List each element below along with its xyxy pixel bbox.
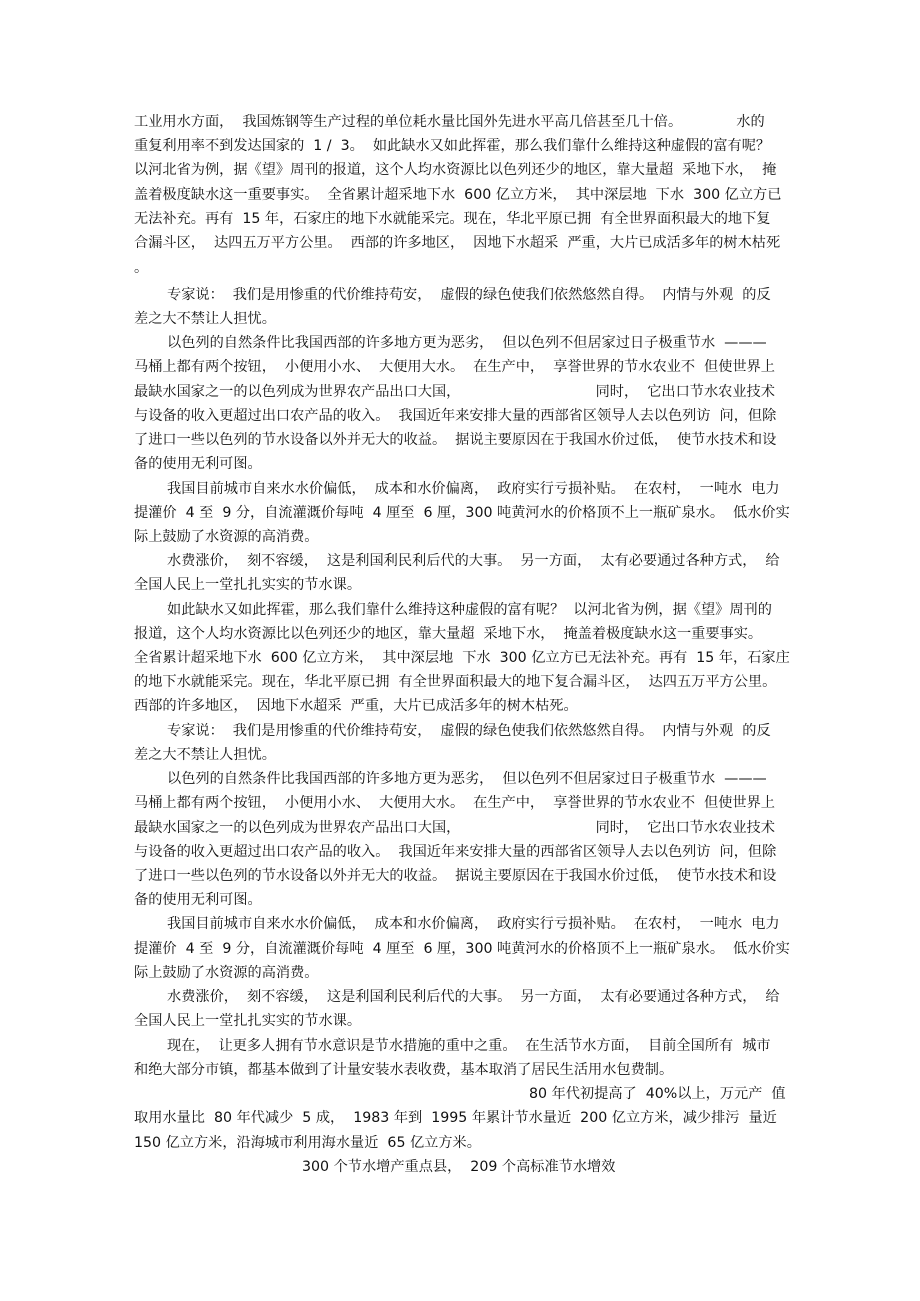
- text-line: 马桶上都有两个按钮， 小便用小水、 大便用大水。 在生产中， 享誉世界的节水农业不 但使世界上: [134, 795, 775, 811]
- text-line: 重复利用率不到发达国家的 1 / 3。 如此缺水又如此挥霍，那么我们靠什么维持这种虚假的富有呢？: [134, 138, 771, 154]
- text-line: 报道，这个人均水资源比以色列还少的地区，靠大量超 采地下水， 掩盖着极度缺水这一重要事实。: [134, 626, 763, 642]
- text-line: 备的使用无利可图。: [134, 892, 262, 908]
- text-line: 水费涨价， 刻不容缓， 这是利国利民利后代的大事。 另一方面， 太有必要通过各种方式， 给: [167, 553, 780, 569]
- text-line: 我国目前城市自来水水价偏低， 成本和水价偏离， 政府实行亏损补贴。 在农村， 一吨水 电力: [167, 916, 780, 932]
- text-line: 专家说： 我们是用惨重的代价维持苟安， 虚假的绿色使我们依然悠然自得。 内情与外观 的反: [167, 287, 771, 303]
- text-line: 备的使用无利可图。: [134, 456, 262, 472]
- text-line: 如此缺水又如此挥霍，那么我们靠什么维持这种虚假的富有呢？ 以河北省为例，据《望》周刊的: [167, 602, 772, 618]
- text-line: 西部的许多地区， 因地下水超采 严重，大片已成活多年的树木枯死。: [134, 698, 578, 714]
- text-line: 与设备的收入更超过出口农产品的收入。 我国近年来安排大量的西部省区领导人去以色列访 问，但除: [134, 408, 777, 424]
- text-line: 以色列的自然条件比我国西部的许多地方更为恶劣， 但以色列不但居家过日子极重节水 ———: [167, 771, 767, 787]
- text-line: 水费涨价， 刻不容缓， 这是利国利民利后代的大事。 另一方面， 太有必要通过各种方式， 给: [167, 989, 780, 1005]
- text-line: 盖着极度缺水这一重要事实。 全省累计超采地下水 600 亿立方米， 其中深层地 下水 300 亿立方已: [134, 187, 782, 203]
- text-line: 150 亿立方米，沿海城市利用海水量近 65 亿立方米。: [134, 1135, 481, 1151]
- text-line: 取用水量比 80 年代减少 5 成， 1983 年到 1995 年累计节水量近 200 亿立方米，减少排污 量近: [134, 1110, 777, 1126]
- text-line: 合漏斗区， 达四五万平方公里。 西部的许多地区， 因地下水超采 严重，大片已成活多年的树木枯死: [134, 235, 781, 251]
- text-line: 80 年代初提高了 40%以上，万元产 值: [529, 1086, 786, 1102]
- text-line: 全国人民上一堂扎扎实实的节水课。: [134, 577, 362, 593]
- text-line: 我国目前城市自来水水价偏低， 成本和水价偏离， 政府实行亏损补贴。 在农村， 一吨水 电力: [167, 481, 780, 497]
- text-line: 最缺水国家之一的以色列成为世界农产品出口大国， 同时， 它出口节水农业技术: [134, 820, 775, 836]
- text-line: 现在， 让更多人拥有节水意识是节水措施的重中之重。 在生活节水方面， 目前全国所有 城市: [167, 1038, 771, 1054]
- text-line: 与设备的收入更超过出口农产品的收入。 我国近年来安排大量的西部省区领导人去以色列访 问，但除: [134, 844, 777, 860]
- text-line: 提灌价 4 至 9 分，自流灌溉价每吨 4 厘至 6 厘，300 吨黄河水的价格顶不上一瓶矿泉水。 低水价实: [134, 505, 790, 521]
- text-line: 。: [134, 260, 149, 276]
- text-line: 马桶上都有两个按钮， 小便用小水、 大便用大水。 在生产中， 享誉世界的节水农业不 但使世界上: [134, 359, 775, 375]
- text-line: 和绝大部分市镇，都基本做到了计量安装水表收费，基本取消了居民生活用水包费制。: [134, 1062, 674, 1078]
- text-line: 际上鼓励了水资源的高消费。: [134, 529, 319, 545]
- text-line: 以色列的自然条件比我国西部的许多地方更为恶劣， 但以色列不但居家过日子极重节水 ———: [167, 335, 767, 351]
- text-line: 的地下水就能采完。现在，华北平原已拥 有全世界面积最大的地下复合漏斗区， 达四五万平方公里。: [134, 674, 777, 690]
- text-line: 差之大不禁让人担忧。: [134, 747, 276, 763]
- text-line: 提灌价 4 至 9 分，自流灌溉价每吨 4 厘至 6 厘，300 吨黄河水的价格顶不上一瓶矿泉水。 低水价实: [134, 941, 790, 957]
- text-line: 差之大不禁让人担忧。: [134, 311, 276, 327]
- text-line: 了进口一些以色列的节水设备以外并无大的收益。 据说主要原因在于我国水价过低， 使节水技术和设: [134, 868, 777, 884]
- text-line: 以河北省为例，据《望》周刊的报道，这个人均水资源比以色列还少的地区，靠大量超 采地下水， 掩: [134, 162, 777, 178]
- text-line: 最缺水国家之一的以色列成为世界农产品出口大国， 同时， 它出口节水农业技术: [134, 384, 775, 400]
- text-line: 工业用水方面， 我国炼钢等生产过程的单位耗水量比国外先进水平高几倍甚至几十倍。 水的: [134, 114, 765, 130]
- text-line: 无法补充。再有 15 年，石家庄的地下水就能采完。现在，华北平原已拥 有全世界面积最大的地下复: [134, 211, 771, 227]
- text-line: 300 个节水增产重点县， 209 个高标准节水增效: [302, 1159, 616, 1175]
- text-line: 全省累计超采地下水 600 亿立方米， 其中深层地 下水 300 亿立方已无法补充。再有 15 年，石家庄: [134, 650, 790, 666]
- text-line: 际上鼓励了水资源的高消费。: [134, 965, 319, 981]
- text-line: 专家说： 我们是用惨重的代价维持苟安， 虚假的绿色使我们依然悠然自得。 内情与外观 的反: [167, 723, 771, 739]
- text-line: 了进口一些以色列的节水设备以外并无大的收益。 据说主要原因在于我国水价过低， 使节水技术和设: [134, 432, 777, 448]
- text-line: 全国人民上一堂扎扎实实的节水课。: [134, 1013, 362, 1029]
